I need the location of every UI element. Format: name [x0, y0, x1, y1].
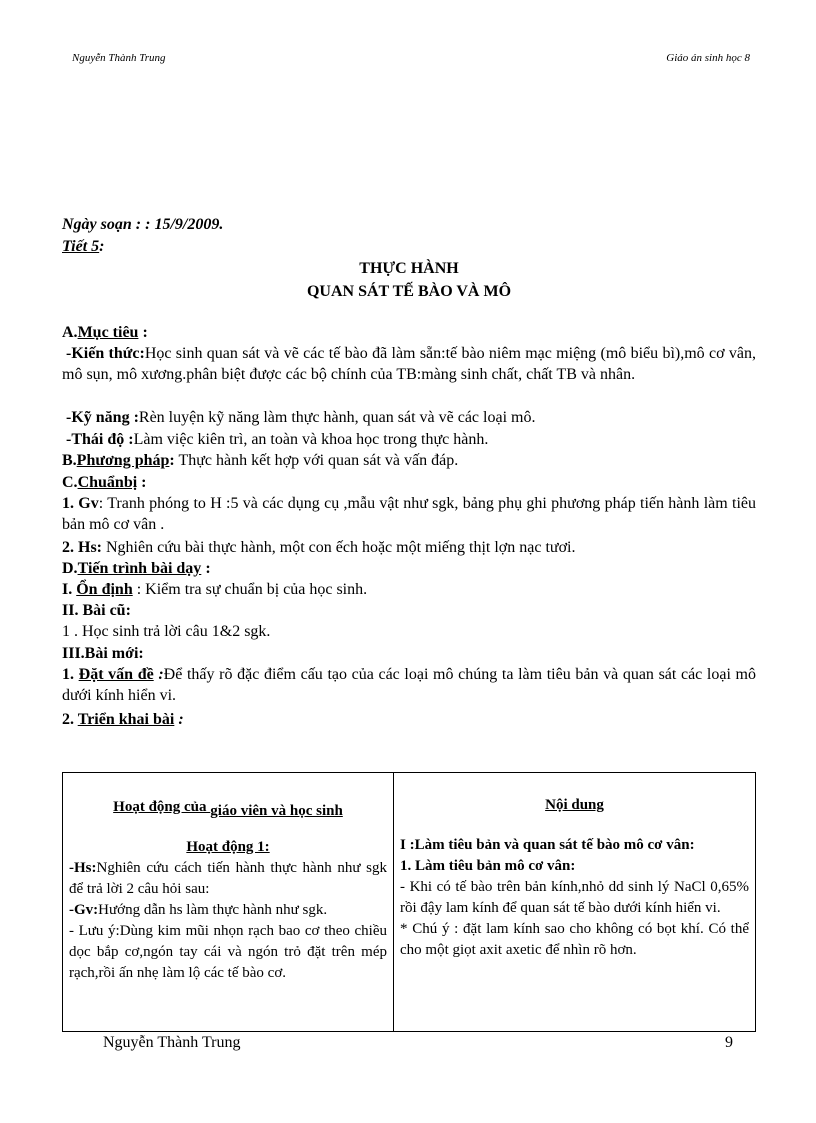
intro-text: Để thấy rõ đặc điểm cấu tạo của các loại mô chúng ta làm tiêu bản và quan sát các loại mô dưới kính hiển vi. — [62, 666, 756, 704]
hs-label: 2. Hs: — [62, 539, 102, 556]
section-b-label: Phương pháp — [76, 452, 170, 469]
activity-title: Hoạt động 1: — [186, 839, 270, 855]
hs-preparation — [62, 537, 756, 558]
section-a-label: Mục tiêu — [77, 324, 139, 341]
gv-preparation — [62, 493, 756, 535]
footer-page-number: 9 — [725, 1034, 733, 1051]
step-ii-heading: II. Bài cũ: — [62, 602, 131, 619]
left-header-a: Hoạt động của — [113, 799, 211, 815]
section-c-prefix: C. — [62, 474, 78, 491]
right-paragraph-2: * Chú ý : đặt lam kính sao cho không có bọt khí. Có thể cho một giọt axit axetic để nhìn rõ hơn. — [400, 921, 749, 958]
deploy-label: Triển khai bài — [77, 711, 175, 728]
title-line-2: QUAN SÁT TẾ BÀO VÀ MÔ — [306, 283, 512, 300]
section-a-suffix: : — [138, 324, 148, 341]
step-ii-text: 1 . Học sinh trả lời câu 1&2 sgk. — [62, 623, 271, 640]
right-column — [394, 773, 756, 1032]
lesson-label: Tiết 5 — [62, 238, 100, 255]
left-p2-label: -Gv: — [69, 902, 99, 918]
left-paragraph-gv — [69, 900, 387, 921]
deploy-colon: : — [174, 711, 184, 728]
knowledge-text: Học sinh quan sát và vẽ các tế bào đã làm sẵn:tế bào niêm mạc miệng (mô biểu bì),mô cơ vân, mô sụn, mô xương.phân biệt được các bộ chính của TB:màng sinh chất, chất TB và nhân. — [62, 345, 756, 383]
knowledge-label: -Kiến thức: — [66, 345, 145, 362]
date-value: : 15/9/2009. — [145, 216, 224, 233]
intro-paragraph — [62, 664, 756, 706]
left-paragraph-hs — [69, 858, 387, 900]
section-d-label: Tiến trình bài dạy — [77, 560, 202, 577]
right-heading-1: I :Làm tiêu bản và quan sát tế bào mô cơ vân: — [400, 837, 695, 853]
intro-prefix: 1. — [62, 666, 79, 683]
skill-text: Rèn luyện kỹ năng làm thực hành, quan sát và vẽ các loại mô. — [138, 409, 536, 426]
date-line — [62, 214, 756, 235]
section-a-heading — [62, 322, 756, 343]
section-b-line — [62, 450, 756, 471]
section-c-label: Chuẩnbị — [77, 474, 138, 491]
section-d-heading — [62, 558, 756, 579]
section-b-prefix: B. — [62, 452, 77, 469]
lesson-colon: : — [99, 238, 105, 255]
knowledge-paragraph — [62, 343, 756, 406]
left-header-b: giáo viên và học sinh — [210, 803, 343, 819]
attitude-label: -Thái độ : — [66, 431, 134, 448]
right-paragraph-1: - Khi có tế bào trên bản kính,nhỏ dd sinh lý NaCl 0,65% rồi đậy lam kính để quan sát tế bào dưới kính hiển vi. — [400, 879, 749, 916]
header-subject: Giáo án sinh học 8 — [666, 52, 750, 64]
skill-line — [62, 407, 760, 428]
section-d-suffix: : — [201, 560, 211, 577]
deploy-prefix: 2. — [62, 711, 78, 728]
deploy-heading — [62, 709, 756, 730]
date-label: Ngày soạn : — [62, 216, 146, 233]
step-iii-heading: III.Bài mới: — [62, 645, 144, 662]
attitude-text: Làm việc kiên trì, an toàn và khoa học trong thực hành. — [133, 431, 489, 448]
hs-text: Nghiên cứu bài thực hành, một con ếch hoặc một miếng thịt lợn nạc tươi. — [102, 539, 576, 556]
section-c-heading — [62, 472, 756, 493]
title-line-1: THỰC HÀNH — [359, 260, 459, 277]
section-b-colon: : — [169, 452, 175, 469]
left-p1-text: Nghiên cứu cách tiến hành thực hành như sgk để trả lời 2 câu hỏi sau: — [69, 860, 387, 897]
left-paragraph-note: - Lưu ý:Dùng kim mũi nhọn rạch bao cơ theo chiều dọc bắp cơ,ngón tay cái và ngón trỏ đặt trên mép rạch,rồi ấn nhẹ làm lộ các tế bào cơ. — [69, 923, 387, 981]
step-i-line — [62, 579, 756, 600]
left-column-header — [69, 797, 387, 823]
intro-colon: : — [153, 666, 164, 683]
section-c-suffix: : — [137, 474, 147, 491]
left-p2-text: Hướng dẫn hs làm thực hành như sgk. — [98, 902, 328, 918]
right-column-header: Nội dung — [545, 797, 604, 813]
step-i-prefix: I. — [62, 581, 77, 598]
left-p1-label: -Hs: — [69, 860, 97, 876]
left-column — [63, 773, 394, 1032]
section-d-prefix: D. — [62, 560, 78, 577]
gv-label: 1. Gv — [62, 495, 99, 512]
skill-label: -Kỹ năng : — [66, 409, 139, 426]
step-i-text: : Kiểm tra sự chuẩn bị của học sinh. — [132, 581, 368, 598]
right-heading-2: 1. Làm tiêu bản mô cơ vân: — [400, 858, 576, 874]
step-i-label: Ổn định — [76, 581, 133, 598]
gv-text: : Tranh phóng to H :5 và các dụng cụ ,mẫu vật như sgk, bảng phụ ghi phương pháp tiến hành làm tiêu bản mô cơ vân . — [62, 495, 756, 533]
intro-label: Đặt vấn đề — [78, 666, 154, 683]
attitude-line — [62, 429, 760, 450]
footer-author: Nguyễn Thành Trung — [103, 1034, 241, 1051]
section-a-prefix: A. — [62, 324, 78, 341]
lesson-line — [62, 236, 756, 257]
header-author: Nguyễn Thành Trung — [72, 52, 166, 64]
activity-table — [62, 772, 756, 1032]
section-b-text: Thực hành kết hợp với quan sát và vấn đáp. — [174, 452, 459, 469]
